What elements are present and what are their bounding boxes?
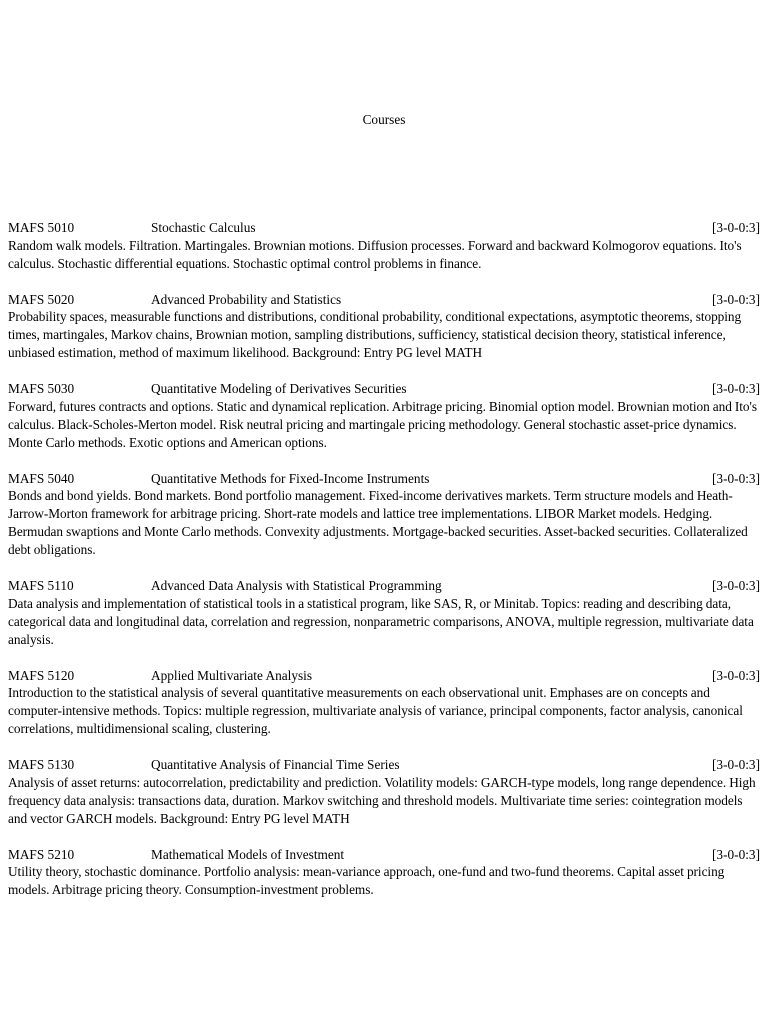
course-entry <box>8 577 760 649</box>
course-entry <box>8 291 760 363</box>
page-title: Courses <box>362 112 406 127</box>
course-name: Quantitative Methods for Fixed-Income Instruments <box>151 470 430 486</box>
course-list <box>8 219 760 917</box>
course-code: MAFS 5110 <box>8 578 74 593</box>
course-header <box>8 846 760 864</box>
course-name: Quantitative Analysis of Financial Time Series <box>151 757 400 772</box>
course-entry <box>8 846 760 900</box>
course-header <box>8 380 760 398</box>
course-code: MAFS 5030 <box>8 381 75 397</box>
course-code: MAFS 5020 <box>8 291 75 307</box>
course-credits: [3-0-0:3] <box>712 757 760 772</box>
course-description: Introduction to the statistical analysis of several quantitative measurements on each observational unit. Emphases are on concepts and computer-intensive methods. Topics: multiple regression, multivariate analysis of variance, principal components, factor analysis, canonical correlations, multidimensional scaling, clustering. <box>8 685 743 737</box>
course-entry <box>8 219 760 273</box>
course-name: Advanced Data Analysis with Statistical Programming <box>151 578 442 593</box>
course-credits: [3-0-0:3] <box>712 846 760 862</box>
course-credits: [3-0-0:3] <box>712 470 760 486</box>
course-description: Data analysis and implementation of statistical tools in a statistical program, like SAS, R, or Minitab. Topics: reading and describing data, categorical data and longitudinal data, correlation and regression, nonparametric comparisons, ANOVA, multiple regression, multivariate data analysis. <box>8 595 754 647</box>
course-description: Forward, futures contracts and options. Static and dynamical replication. Arbitrage pricing. Binomial option model. Brownian motion and Ito's calculus. Black-Scholes-Merton model. Risk neutral pricing and martingale pricing methodology. General stochastic asset-price dynamics. Monte Carlo methods. Exotic options and American options. <box>8 398 757 450</box>
course-code: MAFS 5010 <box>8 220 75 235</box>
course-header <box>8 577 760 595</box>
course-description: Utility theory, stochastic dominance. Portfolio analysis: mean-variance approach, one-fund and two-fund theorems. Capital asset pricing models. Arbitrage pricing theory. Consumption-investment problems. <box>8 864 725 898</box>
course-code: MAFS 5210 <box>8 846 75 862</box>
course-description: Probability spaces, measurable functions and distributions, conditional probability, conditional expectations, asymptotic theorems, stopping times, martingales, Markov chains, Brownian motion, sampling distributions, sufficiency, statistical decision theory, statistical inference, unbiased estimation, method of maximum likelihood. Background: Entry PG level MATH <box>8 309 742 361</box>
course-code: MAFS 5040 <box>8 470 75 486</box>
course-credits: [3-0-0:3] <box>712 291 760 307</box>
course-name: Applied Multivariate Analysis <box>151 667 313 683</box>
course-credits: [3-0-0:3] <box>712 220 760 235</box>
course-description: Analysis of asset returns: autocorrelation, predictability and prediction. Volatility models: GARCH-type models, long range dependence. High frequency data analysis: transactions data, duration. Markov switching and threshold models. Multivariate time series: cointegration models and vector GARCH models. Background: Entry PG level MATH <box>8 774 756 826</box>
course-description: Random walk models. Filtration. Martingales. Brownian motions. Diffusion processes. Forward and backward Kolmogorov equations. Ito's calculus. Stochastic differential equations. Stochastic optimal control problems in finance. <box>8 237 742 271</box>
course-header <box>8 470 760 488</box>
course-code: MAFS 5130 <box>8 757 75 772</box>
course-code: MAFS 5120 <box>8 667 75 683</box>
course-entry <box>8 470 760 560</box>
course-credits: [3-0-0:3] <box>712 381 760 397</box>
course-name: Quantitative Modeling of Derivatives Securities <box>151 381 407 397</box>
course-header <box>8 219 760 237</box>
course-entry <box>8 756 760 828</box>
course-name: Stochastic Calculus <box>151 220 256 235</box>
course-description: Bonds and bond yields. Bond markets. Bond portfolio management. Fixed-income derivatives markets. Term structure models and Heath-Jarrow-Morton framework for arbitrage pricing. Short-rate models and lattice tree implementations. LIBOR Market models. Hedging. Bermudan swaptions and Monte Carlo methods. Convexity adjustments. Mortgage-backed securities. Asset-backed securities. Collateralized debt obligations. <box>8 488 748 558</box>
course-name: Advanced Probability and Statistics <box>151 291 342 307</box>
course-name: Mathematical Models of Investment <box>151 846 345 862</box>
course-entry <box>8 380 760 452</box>
course-entry <box>8 667 760 739</box>
course-header <box>8 667 760 685</box>
course-credits: [3-0-0:3] <box>712 578 760 593</box>
course-credits: [3-0-0:3] <box>712 667 760 683</box>
course-header <box>8 756 760 774</box>
course-header <box>8 291 760 309</box>
